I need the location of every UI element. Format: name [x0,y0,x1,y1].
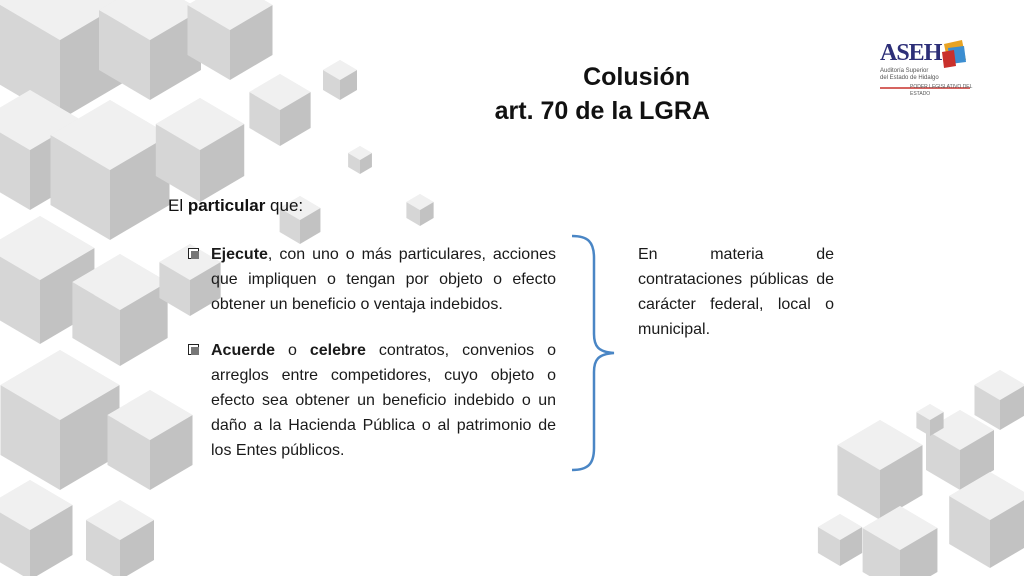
checkbox-bullet-icon [188,344,199,355]
item-2-bold-1: Acuerde [211,342,276,359]
logo-subtitle [880,68,974,98]
logo-sub-2: del Estado de Hidalgo [880,75,939,81]
item-2-text-2: contratos, convenios o arreglos entre competidores, cuyo objeto o efecto sea obtener un beneficio indebido o un daño a la Hacienda Pública o al patrimonio de los Entes públicos. [211,342,556,459]
right-text: En materia de contrataciones públicas de carácter federal, local o municipal. [638,246,834,338]
title-line-1: Colusión [583,63,690,91]
item-1-bold-1: Ejecute [211,246,268,263]
logo-sub-1: Auditoría Superior [880,68,929,74]
intro-line [168,196,303,216]
aseh-logo [874,38,974,97]
intro-suffix: que: [265,196,304,215]
intro-prefix: El [168,196,188,215]
list-item [186,338,556,463]
intro-bold: particular [187,196,266,215]
item-2-bold-2: celebre [309,342,366,359]
logo-sub-3: PODER LEGISLATIVO DEL ESTADO [910,84,973,97]
bullet-list [186,242,556,484]
item-2-text-1: o [275,342,310,359]
right-cubes [818,370,1024,576]
item-1-text-1: , con uno o más particulares, acciones que impliquen o tengan por objeto o efecto obtener un beneficio o ventaja indebidos. [211,246,556,313]
logo-text: ASEH [880,40,942,66]
curly-brace-icon [564,234,624,472]
list-item [186,242,556,317]
title-line-2: art. 70 de la LGRA [494,97,710,125]
checkbox-bullet-icon [188,248,199,259]
slide-title [470,60,710,128]
